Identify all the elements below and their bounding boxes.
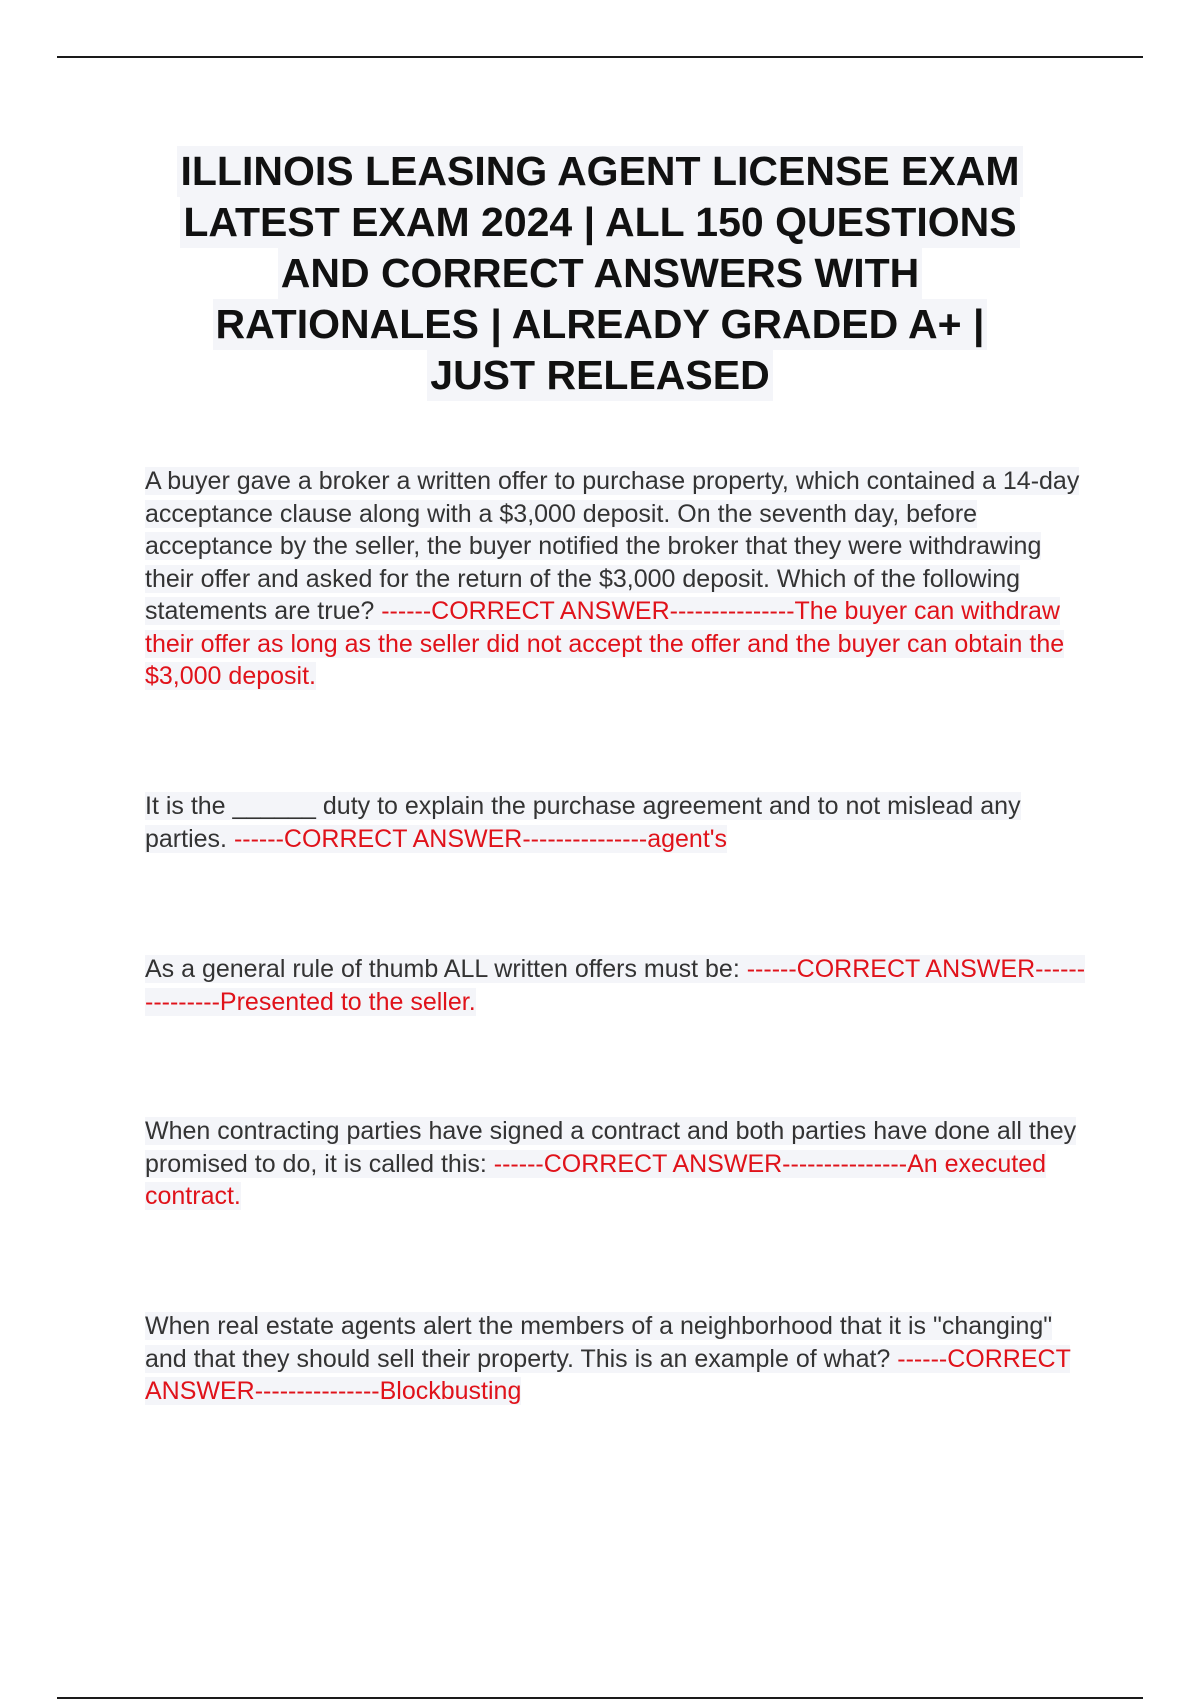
question-text: When real estate agents alert the members of a neighborhood that it is "changing" and that they should sell their property. This is an example of what? xyxy=(145,1312,1053,1373)
question-text: A buyer gave a broker a written offer to purchase property, which contained a 14-day acceptance clause along with a $3,000 deposit. On the seventh day, before acceptance by the seller, the buyer notified the broker that they were withdrawing their offer and asked for the return of the $3,000 deposit. Which of the following statements are true? xyxy=(145,467,1080,625)
question-text: As a general rule of thumb ALL written offers must be: xyxy=(145,955,747,983)
question-text: When contracting parties have signed a contract and both parties have done all they promised to do, it is called this: xyxy=(145,1117,1077,1178)
question-text: It is the ______ duty to explain the purchase agreement and to not mislead any parties. xyxy=(145,792,1021,853)
title-line: AND CORRECT ANSWERS WITH xyxy=(278,248,923,299)
question-block xyxy=(145,953,1090,1018)
correct-answer-text: ------CORRECT ANSWER---------------Blockbusting xyxy=(145,1344,1071,1405)
title-line: RATIONALES | ALREADY GRADED A+ | xyxy=(213,299,988,350)
document-title xyxy=(0,146,1200,401)
question-block xyxy=(145,465,1090,693)
question-block xyxy=(145,1115,1090,1213)
bottom-rule xyxy=(57,1697,1143,1699)
top-rule xyxy=(57,56,1143,58)
question-block xyxy=(145,1310,1090,1408)
correct-answer-text: ------CORRECT ANSWER---------------The buyer can withdraw their offer as long as the seller did not accept the offer and the buyer can obtain the $3,000 deposit. xyxy=(145,597,1065,690)
correct-answer-text: ------CORRECT ANSWER---------------Presented to the seller. xyxy=(145,955,1086,1016)
question-block xyxy=(145,790,1090,855)
title-line: LATEST EXAM 2024 | ALL 150 QUESTIONS xyxy=(180,197,1019,248)
correct-answer-text: ------CORRECT ANSWER---------------agent's xyxy=(233,824,728,853)
correct-answer-text: ------CORRECT ANSWER---------------An executed contract. xyxy=(145,1149,1047,1210)
title-line: ILLINOIS LEASING AGENT LICENSE EXAM xyxy=(177,146,1022,197)
title-line: JUST RELEASED xyxy=(427,350,772,401)
